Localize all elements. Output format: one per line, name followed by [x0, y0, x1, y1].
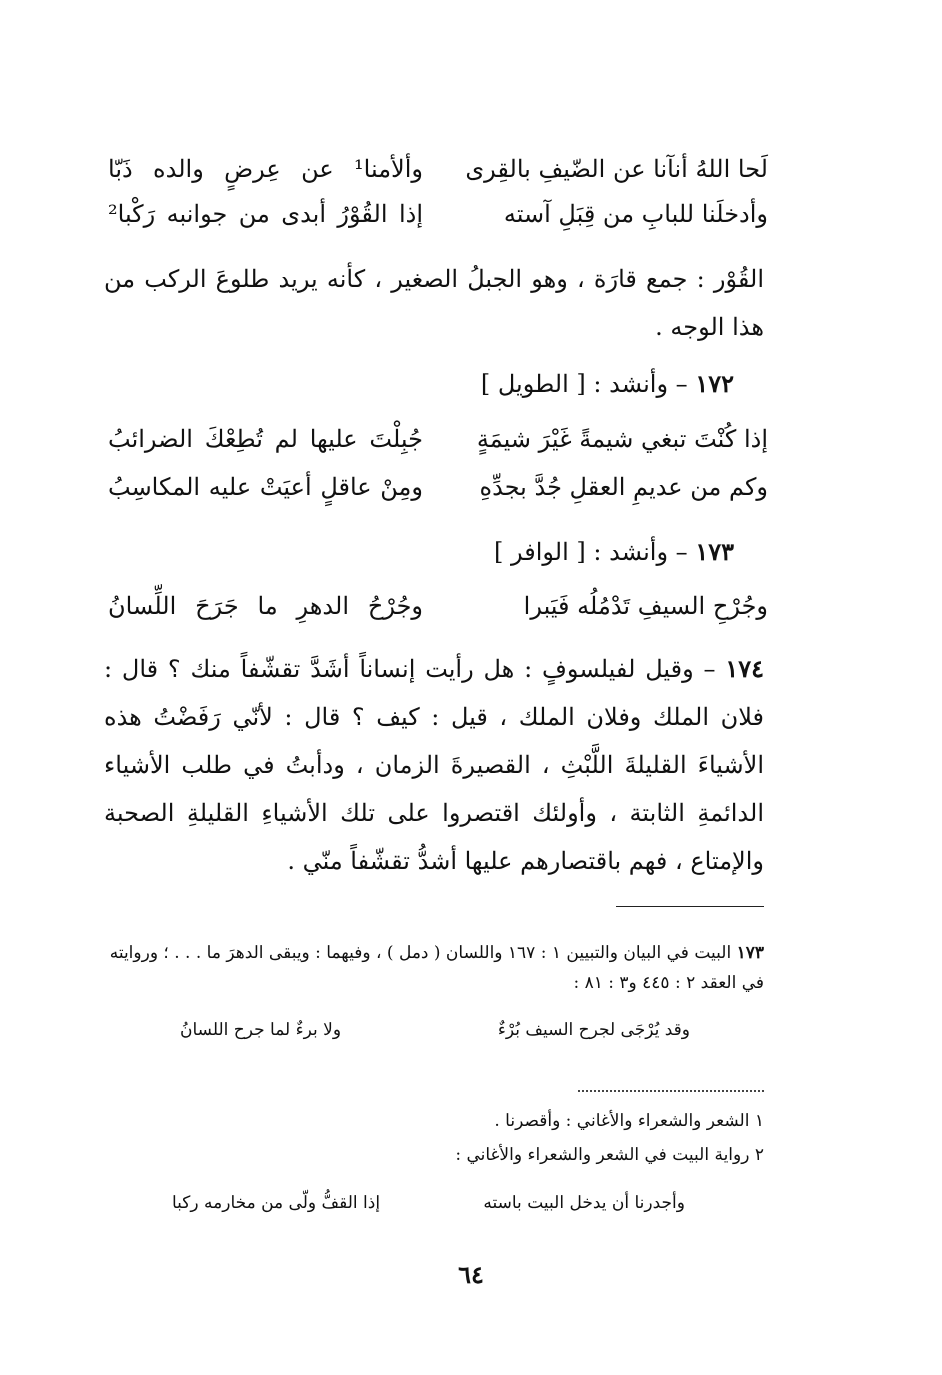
- entry-heading-172: [104, 360, 734, 408]
- note-1: ١ الشعر والشعراء والأغاني : وأقصرنا .: [494, 1111, 764, 1131]
- entry-text: – وقيل لفيلسوفٍ : هل رأيت إنساناً أشَدَّ تقشّفاً منك ؟ قال : فلان الملك وفلان الملك ، قيل : كيف ؟ قال : لأنّي رَفَضْتُ هذه الأشياءَ القليلةَ اللَّبْثِ ، القصيرةَ الزمان ، ودأبتُ في طلب الأشياء الدائمةِ الثابتة ، وأولئك اقتصروا على تلك الأشياءِ القليلةِ الصحبة والإمتاع ، فهم باقتصارهم عليها أشدُّ تقشّفاً منّي .: [104, 655, 764, 875]
- footnote-text: البيت في البيان والتبيين ١ : ١٦٧ واللسان ( دمل ) ، وفيهما : ويبقى الدهرَ ما . . . ؛ وروايته في العقد ٢ : ٤٤٥ و٣ : ٨١ :: [109, 943, 764, 993]
- note-verse-second: إذا القفُّ ولّى من مخارمه ركبا: [172, 1193, 381, 1213]
- verse-line: [108, 190, 768, 238]
- entry-heading-173: [104, 528, 734, 576]
- footnote-173: [104, 938, 764, 998]
- verse-first-hemistich: وكم من عديمِ العقلِ جُدَّ بجدِّهِ: [479, 473, 768, 501]
- verse-second-hemistich: وجُرْحُ الدهرِ ما جَرَحَ اللِّسانُ: [108, 592, 423, 620]
- entry-label: – وأنشد : [ الطويل ]: [480, 370, 688, 398]
- notes-separator: [578, 1090, 764, 1092]
- verse-second-hemistich: وألأمنا¹ عن عِرضٍ والده ذَبّا: [108, 155, 423, 183]
- note-2: ٢ رواية البيت في الشعر والشعراء والأغاني :: [455, 1145, 764, 1165]
- footnote-verse-first: وقد يُرْجَى لجرح السيف بُرْءٌ: [497, 1020, 690, 1040]
- footnote-separator: [616, 906, 764, 907]
- verse-line: [108, 582, 768, 630]
- gloss-paragraph: القُوْر : جمع قارَة ، وهو الجبلُ الصغير ، كأنه يريد طلوعَ الركب من هذا الوجه .: [104, 265, 764, 341]
- footnote-number: ١٧٣: [736, 943, 764, 963]
- verse-first-hemistich: إذا كُنْتَ تبغي شيمةً غَيْرَ شيمَةٍ: [476, 425, 768, 453]
- verse-line: [108, 463, 768, 511]
- verse-line: [108, 145, 768, 193]
- verse-first-hemistich: وأدخلَنا للبابِ من قِبَلِ آسته: [503, 200, 768, 228]
- verse-first-hemistich: وجُرْحِ السيفِ تَدْمُلُه فَيَبرا: [523, 592, 768, 620]
- verse-second-hemistich: ومِنْ عاقلٍ أعيَتْ عليه المكاسِبُ: [108, 473, 423, 501]
- entry-paragraph-174: [104, 645, 764, 885]
- entry-label: – وأنشد : [ الوافر ]: [494, 538, 688, 566]
- verse-second-hemistich: جُبِلْتَ عليها لم تُطِعْكَ الضرائبُ: [108, 425, 423, 453]
- verse-first-hemistich: لَحا اللهُ أنآنا عن الضّيفِ بالقِرى: [465, 155, 768, 183]
- verse-line: [108, 415, 768, 463]
- footnote-verse-second: ولا برءٌ لما جرح اللسانُ: [180, 1020, 342, 1040]
- verse-second-hemistich: إذا القُوْرُ أبدى من جوانبه رَكْبا²: [108, 200, 423, 228]
- entry-number: ١٧٢: [695, 369, 734, 398]
- note-verse-first: وأجدرنا أن يدخل البيت باسته: [483, 1193, 685, 1213]
- entry-number: ١٧٣: [695, 537, 734, 566]
- entry-number: ١٧٤: [725, 654, 764, 683]
- page-number: ٦٤: [458, 1260, 484, 1289]
